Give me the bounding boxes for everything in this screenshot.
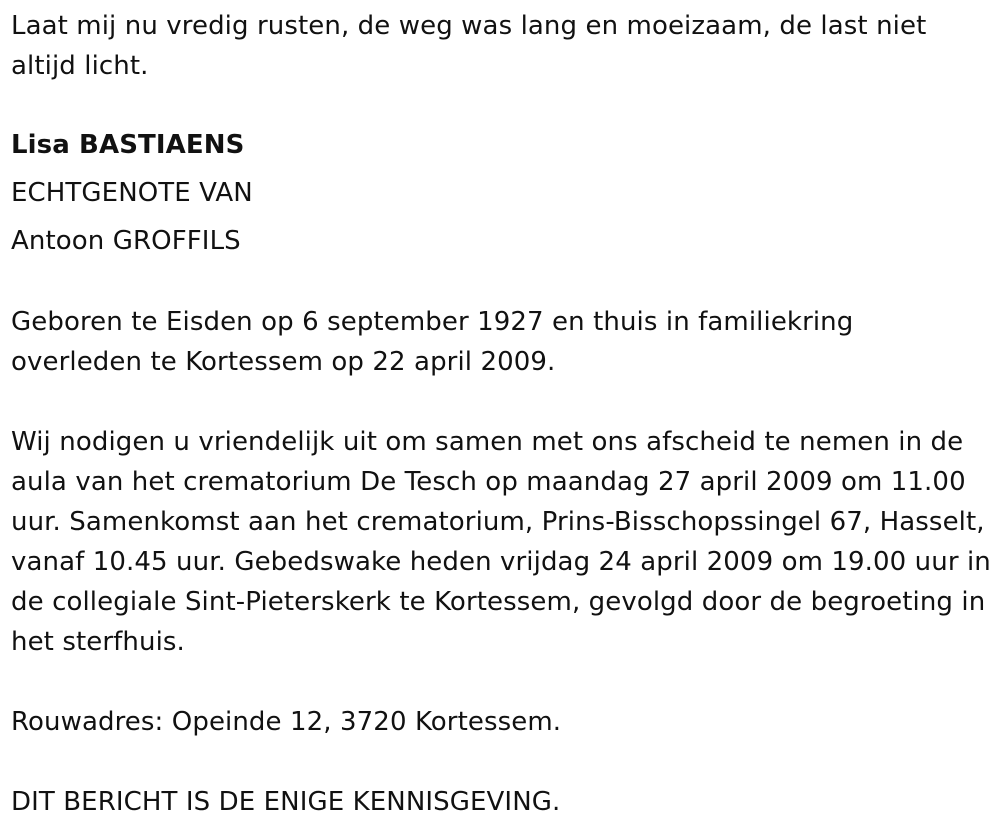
spouse-name: Antoon GROFFILS — [11, 226, 241, 256]
invitation-paragraph: Wij nodigen u vriendelijk uit om samen met ons afscheid te nemen in de aula van het crematorium De Tesch op maandag 27 april 2009 om 11.00 uur. Samenkomst aan het crematorium, Prins-Bisschopssingel 67, Hasselt, vanaf 10.45 uur. Gebedswake heden vrijdag 24 april 2009 om 19.00 uur in de collegiale Sint-Pieterskerk te Kortessem, gevolgd door de begroeting in het sterfhuis. — [11, 427, 991, 657]
memorial-quote: Laat mij nu vredig rusten, de weg was lang en moeizaam, de last niet altijd licht. — [11, 11, 927, 81]
notice-line: DIT BERICHT IS DE ENIGE KENNISGEVING. — [11, 787, 561, 817]
relation-label: ECHTGENOTE VAN — [11, 178, 253, 208]
birth-death-paragraph: Geboren te Eisden op 6 september 1927 en thuis in familiekring overleden te Kortessem op 22 april 2009. — [11, 307, 854, 377]
mourning-address: Rouwadres: Opeinde 12, 3720 Kortessem. — [11, 707, 562, 737]
deceased-name: Lisa BASTIAENS — [11, 130, 245, 160]
